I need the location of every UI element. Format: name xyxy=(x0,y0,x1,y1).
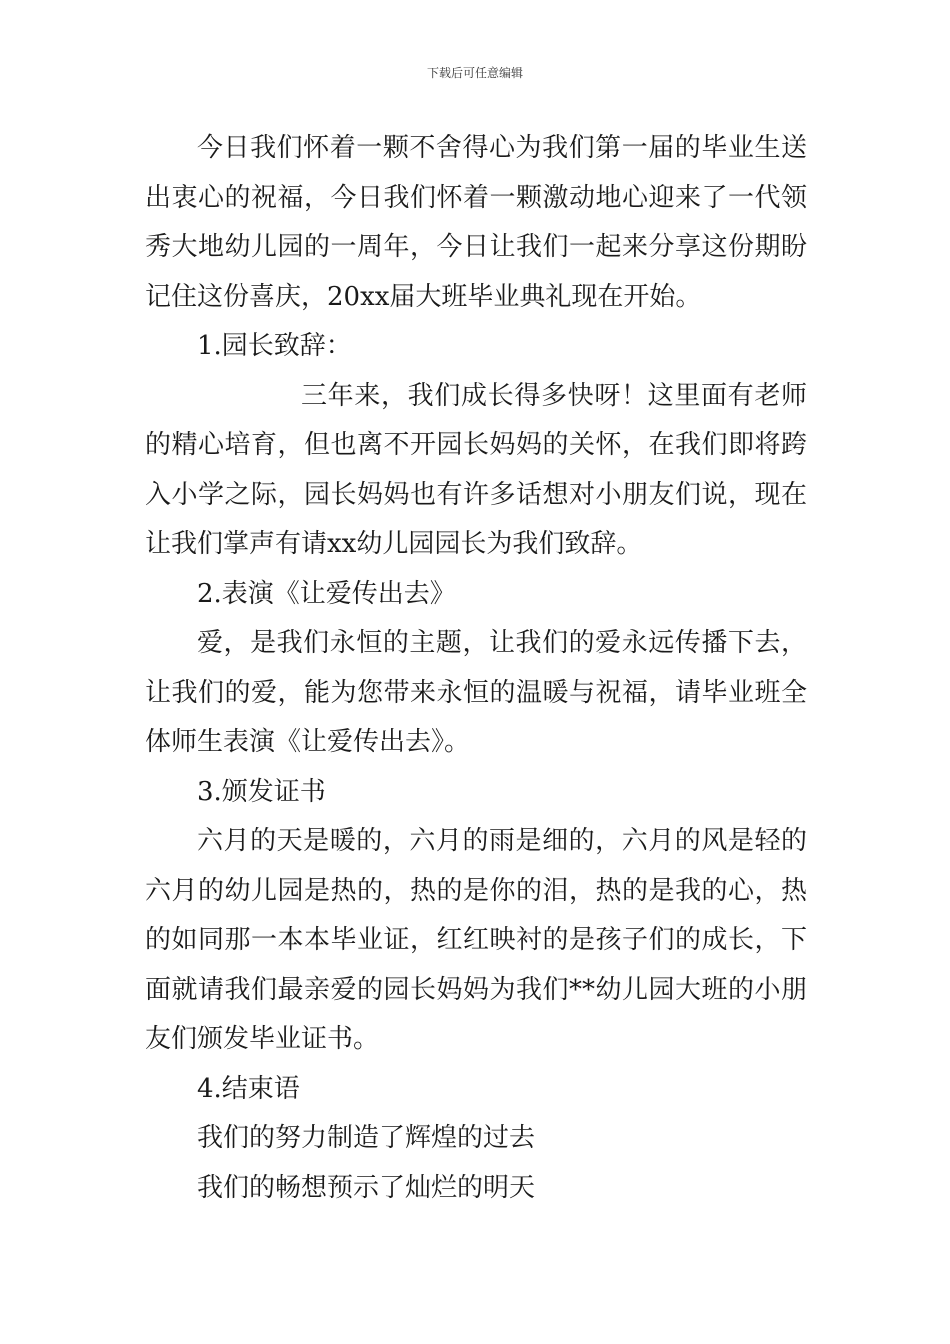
document-body xyxy=(145,124,807,1213)
section-heading-2: 2.表演《让爱传出去》 xyxy=(197,578,456,609)
closing-line-1: 我们的努力制造了辉煌的过去 xyxy=(197,1123,536,1153)
section-heading-1: 1.园长致辞： xyxy=(197,331,352,361)
section-heading-4: 4.结束语 xyxy=(197,1073,300,1104)
section-body-3: 六月的天是暖的，六月的雨是细的，六月的风是轻的六月的幼儿园是热的，热的是你的泪，热的是我的心，热的如同那一本本毕业证，红红映衬的是孩子们的成长，下面就请我们最亲爱的园长妈妈为我们**幼儿园大班的小朋友们颁发毕业证书。 xyxy=(145,826,807,1054)
section-body-2: 爱，是我们永恒的主题，让我们的爱永远传播下去，让我们的爱，能为您带来永恒的温暖与祝福，请毕业班全体师生表演《让爱传出去》。 xyxy=(145,628,807,757)
closing-line-2: 我们的畅想预示了灿烂的明天 xyxy=(197,1172,536,1203)
intro-paragraph: 今日我们怀着一颗不舍得心为我们第一届的毕业生送出衷心的祝福，今日我们怀着一颗激动地心迎来了一代领秀大地幼儿园的一周年，今日让我们一起来分享这份期盼记住这份喜庆，20xx届大班毕业典礼现在开始。 xyxy=(145,133,807,312)
page-header: 下载后可任意编辑 xyxy=(426,66,523,80)
section-body-1: 三年来，我们成长得多快呀！这里面有老师的精心培育，但也离不开园长妈妈的关怀，在我们即将跨入小学之际，园长妈妈也有许多话想对小朋友们说，现在让我们掌声有请xx幼儿园园长为我们致辞。 xyxy=(145,380,807,559)
section-heading-3: 3.颁发证书 xyxy=(197,776,326,807)
